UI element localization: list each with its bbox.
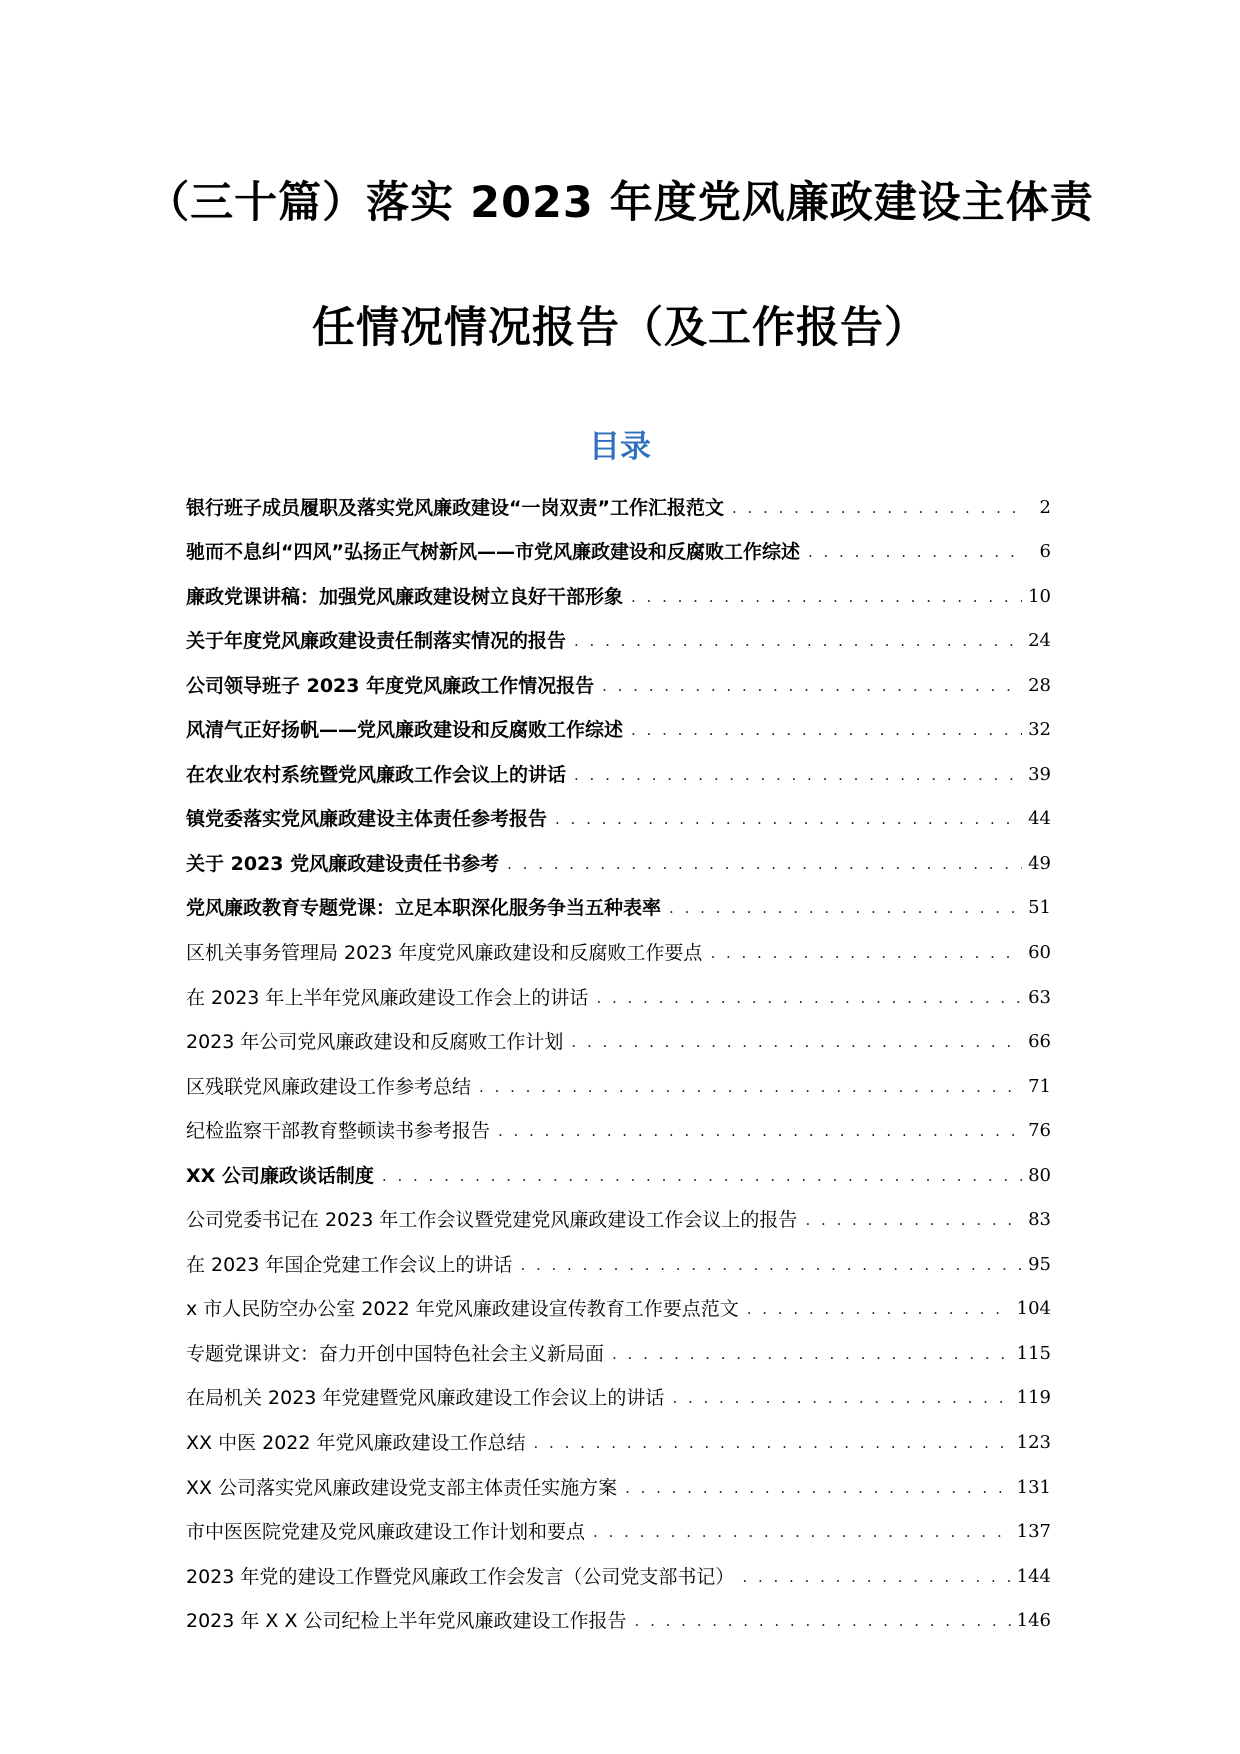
toc-entry-page-number: 115 [1016, 1342, 1051, 1364]
toc-entry-title: 党风廉政教育专题党课：立足本职深化服务争当五种表率 [186, 897, 662, 920]
toc-entry[interactable] [186, 1283, 1051, 1328]
toc-entry[interactable] [186, 704, 1051, 749]
toc-entry[interactable] [186, 748, 1051, 793]
toc-entry-title: 纪检监察干部教育整顿读书参考报告 [186, 1120, 491, 1143]
toc-entry[interactable] [186, 926, 1051, 971]
toc-entry-title: 银行班子成员履职及落实党风廉政建设“一岗双责”工作汇报范文 [186, 496, 724, 519]
toc-entry-page-number: 60 [1028, 942, 1051, 964]
toc-entry[interactable] [186, 1506, 1051, 1551]
toc-dot-leader [672, 1386, 1010, 1416]
toc-entry[interactable] [186, 1149, 1051, 1194]
toc-entry-title: 公司领导班子 2023 年度党风廉政工作情况报告 [186, 674, 595, 697]
toc-entry[interactable] [186, 1060, 1051, 1105]
toc-entry-page-number: 63 [1028, 986, 1051, 1008]
toc-entry-title: 2023 年公司党风廉政建设和反腐败工作计划 [186, 1031, 564, 1054]
toc-entry[interactable] [186, 1372, 1051, 1417]
toc-entry-title: 公司党委书记在 2023 年工作会议暨党建党风廉政建设工作会议上的报告 [186, 1209, 798, 1232]
toc-dot-leader [574, 629, 1022, 659]
toc-entry-page-number: 104 [1016, 1298, 1051, 1320]
toc-entry-title: 区机关事务管理局 2023 年度党风廉政建设和反腐败工作要点 [186, 942, 703, 965]
toc-entry-page-number: 119 [1016, 1387, 1051, 1409]
toc-entry-title: 专题党课讲文：奋力开创中国特色社会主义新局面 [186, 1342, 605, 1365]
toc-dot-leader [710, 941, 1022, 971]
toc-entry-page-number: 71 [1028, 1075, 1051, 1097]
toc-entry[interactable] [186, 837, 1051, 882]
toc-entry-page-number: 83 [1028, 1209, 1051, 1231]
document-title-line-2: 任情况情况报告（及工作报告） [312, 303, 928, 353]
toc-dot-leader [498, 1119, 1022, 1149]
document-title-line-1: （三十篇）落实 2023 年度党风廉政建设主体责 [146, 178, 1094, 228]
toc-entry-title: 风清气正好扬帆——党风廉政建设和反腐败工作综述 [186, 719, 624, 742]
toc-dot-leader [625, 1476, 1011, 1506]
toc-entry-title: 关于 2023 党风廉政建设责任书参考 [186, 852, 500, 875]
toc-entry-title: 关于年度党风廉政建设责任制落实情况的报告 [186, 630, 567, 653]
toc-dot-leader [747, 1297, 1011, 1327]
toc-entry[interactable] [186, 615, 1051, 660]
toc-entry[interactable] [186, 1595, 1051, 1640]
toc-entry-page-number: 80 [1028, 1164, 1051, 1186]
toc-entry-title: 在 2023 年上半年党风廉政建设工作会上的讲话 [186, 986, 589, 1009]
toc-entry[interactable] [186, 1461, 1051, 1506]
toc-entry[interactable] [186, 570, 1051, 615]
toc-entry-title: XX 公司廉政谈话制度 [186, 1164, 374, 1187]
toc-dot-leader [808, 540, 1023, 570]
toc-entry[interactable] [186, 1016, 1051, 1061]
toc-entry-page-number: 6 [1039, 541, 1051, 563]
toc-entry-title: 市中医医院党建及党风廉政建设工作计划和要点 [186, 1521, 586, 1544]
toc-entry[interactable] [186, 659, 1051, 704]
toc-dot-leader [520, 1253, 1022, 1283]
toc-entry-title: x 市人民防空办公室 2022 年党风廉政建设宣传教育工作要点范文 [186, 1298, 739, 1321]
toc-dot-leader [596, 986, 1022, 1016]
toc-dot-leader [805, 1208, 1022, 1238]
toc-entry[interactable] [186, 1105, 1051, 1150]
toc-entry-page-number: 32 [1028, 719, 1051, 741]
toc-entry-page-number: 44 [1028, 808, 1051, 830]
toc-dot-leader [742, 1565, 1010, 1595]
toc-dot-leader [574, 763, 1022, 793]
toc-entry-title: 区残联党风廉政建设工作参考总结 [186, 1075, 472, 1098]
toc-entry-page-number: 76 [1028, 1120, 1051, 1142]
toc-entry-page-number: 28 [1028, 674, 1051, 696]
toc-entry-title: XX 公司落实党风廉政建设党支部主体责任实施方案 [186, 1476, 618, 1499]
toc-entry[interactable] [186, 882, 1051, 927]
toc-entry-title: 在农业农村系统暨党风廉政工作会议上的讲话 [186, 763, 567, 786]
toc-entry[interactable] [186, 526, 1051, 571]
toc-entry-title: XX 中医 2022 年党风廉政建设工作总结 [186, 1432, 526, 1455]
toc-entry-page-number: 137 [1016, 1521, 1051, 1543]
toc-entry[interactable] [186, 481, 1051, 526]
toc-entry-title: 镇党委落实党风廉政建设主体责任参考报告 [186, 808, 548, 831]
toc-entry-title: 在局机关 2023 年党建暨党风廉政建设工作会议上的讲话 [186, 1387, 665, 1410]
toc-entry-title: 在 2023 年国企党建工作会议上的讲话 [186, 1253, 513, 1276]
toc-entry-page-number: 146 [1016, 1610, 1051, 1632]
toc-entry[interactable] [186, 1416, 1051, 1461]
toc-entry[interactable] [186, 971, 1051, 1016]
toc-dot-leader [593, 1520, 1011, 1550]
toc-entry-page-number: 95 [1028, 1253, 1051, 1275]
toc-entry-page-number: 131 [1016, 1476, 1051, 1498]
toc-entry-page-number: 51 [1028, 897, 1051, 919]
toc-entry-page-number: 10 [1028, 585, 1051, 607]
toc-dot-leader [631, 585, 1022, 615]
toc-entry-page-number: 49 [1028, 852, 1051, 874]
toc-dot-leader [479, 1075, 1022, 1105]
toc-entry-page-number: 39 [1028, 763, 1051, 785]
toc-dot-leader [732, 496, 1023, 526]
toc-entry-page-number: 144 [1016, 1565, 1051, 1587]
toc-entry-title: 2023 年党的建设工作暨党风廉政工作会发言（公司党支部书记） [186, 1565, 735, 1588]
toc-dot-leader [612, 1342, 1011, 1372]
toc-entry[interactable] [186, 793, 1051, 838]
toc-dot-leader [571, 1030, 1022, 1060]
toc-entry-title: 廉政党课讲稿：加强党风廉政建设树立良好干部形象 [186, 585, 624, 608]
toc-dot-leader [507, 852, 1022, 882]
toc-entry-page-number: 24 [1028, 630, 1051, 652]
toc-dot-leader [382, 1164, 1022, 1194]
toc-entry-title: 驰而不息纠“四风”弘扬正气树新风——市党风廉政建设和反腐败工作综述 [186, 541, 800, 564]
toc-dot-leader [669, 896, 1022, 926]
toc-entry[interactable] [186, 1327, 1051, 1372]
toc-dot-leader [635, 1609, 1011, 1639]
toc-dot-leader [534, 1431, 1011, 1461]
toc-dot-leader [602, 674, 1022, 704]
toc-entry-title: 2023 年 X X 公司纪检上半年党风廉政建设工作报告 [186, 1610, 627, 1633]
toc-dot-leader [555, 807, 1022, 837]
toc-entry-page-number: 123 [1016, 1432, 1051, 1454]
toc-entry[interactable] [186, 1550, 1051, 1595]
toc-heading: 目录 [589, 429, 651, 465]
table-of-contents [186, 481, 1051, 1639]
toc-entry-page-number: 2 [1039, 496, 1051, 518]
toc-entry[interactable] [186, 1238, 1051, 1283]
toc-dot-leader [631, 718, 1022, 748]
toc-entry[interactable] [186, 1194, 1051, 1239]
toc-entry-page-number: 66 [1028, 1031, 1051, 1053]
